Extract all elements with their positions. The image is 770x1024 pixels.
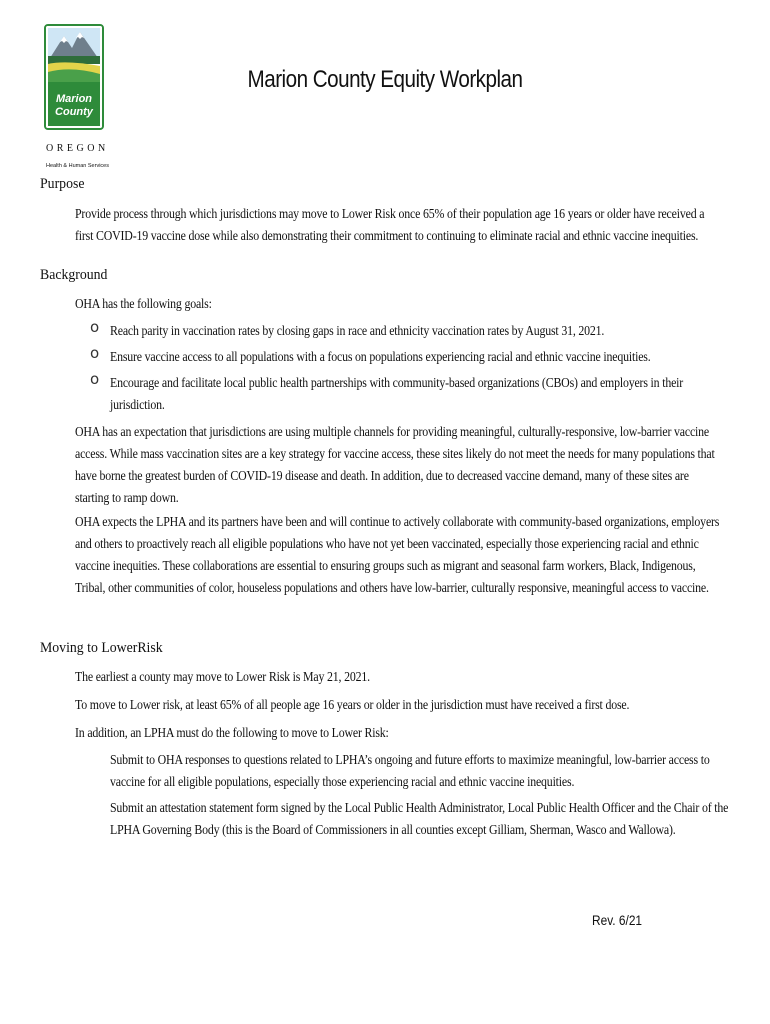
section-heading-purpose: Purpose (40, 176, 85, 192)
moving-item: To move to Lower risk, at least 65% of all people age 16 years or older in the jurisdiction must have received a first dose. (75, 697, 630, 712)
goal-item: Encourage and facilitate local public health partnerships with community-based organizations (CBOs) and employers in their jurisdiction. (110, 375, 684, 412)
moving-item: The earliest a county may move to Lower Risk is May 21, 2021. (75, 669, 370, 684)
document-title: Marion County Equity Workplan (247, 66, 523, 93)
background-item: OHA expects the LPHA and its partners have been and will continue to actively collaborate with community-based organizations, employers and others to proactively reach all eligible populations who have not yet been vaccinated, especially those experiencing racial and ethnic vaccine inequities. These collaborations are essential to ensuring groups such as migrant and seasonal farm workers, Black, Indigenous, Tribal, other communities of color, houseless populations and others have low-barrier, culturally responsive, meaningful access to vaccine. (75, 514, 720, 595)
logo-text-line1: Marion (55, 93, 93, 105)
logo-department-text: Health & Human Services (46, 163, 109, 169)
moving-subitem: Submit an attestation statement form signed by the Local Public Health Administrator, Local Public Health Officer and the Chair of the LPHA Governing Body (this is the Board of Commissioners in all counties except Gilliam, Sherman, Wasco and Wallowa). (110, 800, 729, 837)
background-item: OHA has an expectation that jurisdictions are using multiple channels for providing meaningful, culturally-responsive, low-barrier vaccine access. While mass vaccination sites are a key strategy for vaccine access, these sites likely do not meet the needs for many populations that have borne the greatest burden of COVID-19 disease and death. In addition, due to decreased vaccine demand, many of these sites are starting to ramp down. (75, 424, 715, 505)
moving-subitem: Submit to OHA responses to questions related to LPHA’s ongoing and future efforts to maximize meaningful, low-barrier access to vaccine for all eligible populations, especially those experiencing racial and ethnic vaccine inequities. (110, 752, 710, 789)
goal-item: Reach parity in vaccination rates by closing gaps in race and ethnicity vaccination rates by August 31, 2021. (110, 323, 605, 338)
section-heading-moving: Moving to LowerRisk (40, 640, 163, 656)
background-goals-intro: OHA has the following goals: (75, 296, 212, 311)
sub-bullet-icon: o (90, 344, 100, 362)
sub-bullet-icon: o (90, 370, 100, 388)
moving-item: In addition, an LPHA must do the following to move to Lower Risk: (75, 725, 389, 740)
logo-state-text: OREGON (46, 143, 109, 154)
goal-item: Ensure vaccine access to all populations with a focus on populations experiencing racial and ethnic vaccine inequities. (110, 349, 651, 364)
logo-text-line2: County (55, 106, 93, 118)
revision-label: Rev. 6/21 (592, 912, 643, 928)
purpose-item: Provide process through which jurisdictions may move to Lower Risk once 65% of their population age 16 years or older have received a first COVID-19 vaccine dose while also demonstrating their commitment to continuing to eliminate racial and ethnic vaccine inequities. (75, 206, 705, 243)
section-heading-background: Background (40, 267, 108, 283)
sub-bullet-icon: o (90, 318, 100, 336)
